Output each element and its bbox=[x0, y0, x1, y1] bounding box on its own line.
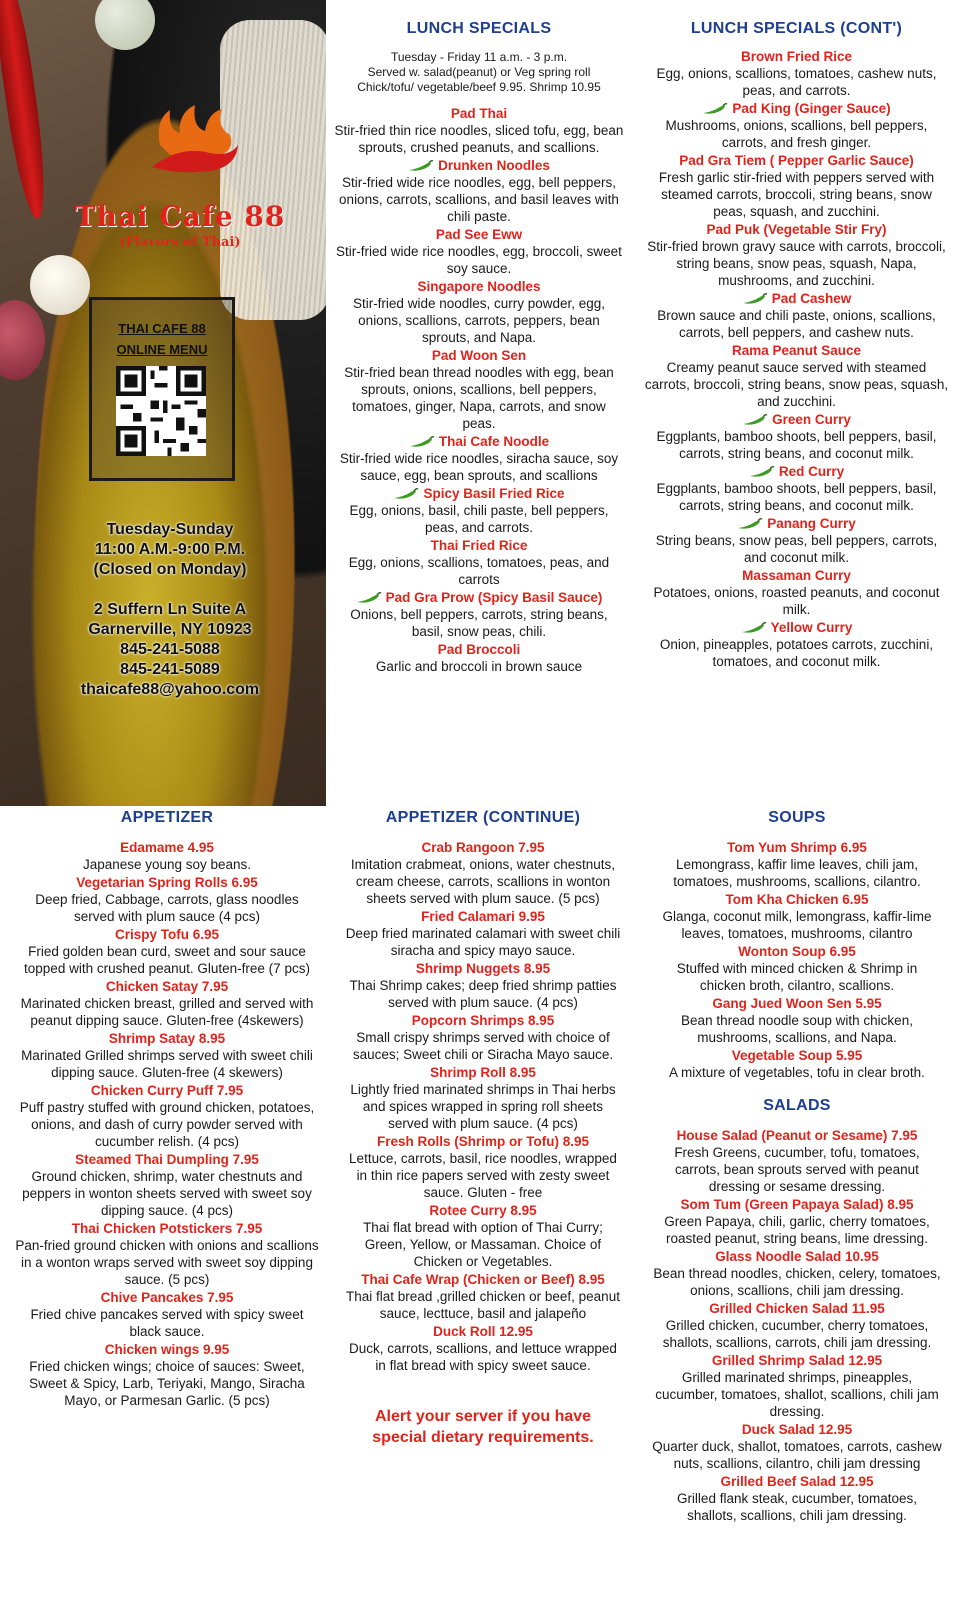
menu-item-title: Pad King (Ginger Sauce) bbox=[732, 101, 891, 116]
menu-item-title: Drunken Noodles bbox=[438, 158, 550, 173]
menu-item-title: Vegetarian Spring Rolls 6.95 bbox=[76, 875, 258, 890]
menu-item-description: Quarter duck, shallot, tomatoes, carrots, cashew nuts, scallions, cilantro, chili jam dressing bbox=[652, 1439, 942, 1471]
menu-item bbox=[652, 891, 942, 942]
menu-item-description: Deep fried marinated calamari with sweet chili siracha and spicy mayo sauce. bbox=[345, 926, 621, 958]
menu-item bbox=[14, 1341, 320, 1409]
menu-item-name bbox=[644, 567, 949, 584]
hours-and-contact bbox=[60, 520, 280, 700]
menu-item-description: Stir-fried bean thread noodles with egg, bean sprouts, onions, scallions, bell peppers, tomatoes, ginger, Napa, carrots, and snow peas. bbox=[344, 365, 614, 431]
menu-item-description: Stir-fried brown gravy sauce with carrots, broccoli, string beans, snow peas, squash, Napa, mushrooms, and zucchini. bbox=[647, 239, 946, 288]
menu-item-description: Grilled marinated shrimps, pineapples, cucumber, tomatoes, shallot, scallions, chili jam dressing. bbox=[655, 1370, 939, 1419]
hours-time: 11:00 A.M.-9:00 P.M. bbox=[94, 541, 246, 558]
menu-item bbox=[334, 433, 624, 484]
menu-item-name bbox=[334, 278, 624, 295]
appetizer-section bbox=[14, 809, 320, 1410]
menu-item-description: Eggplants, bamboo shoots, bell peppers, basil, carrots, string beans, and coconut milk. bbox=[656, 429, 937, 461]
section-title: SOUPS bbox=[768, 809, 826, 826]
menu-item bbox=[334, 226, 624, 277]
green-chili-spicy-icon bbox=[737, 518, 763, 530]
menu-item-name bbox=[14, 839, 320, 856]
menu-item-name bbox=[644, 290, 949, 307]
menu-item bbox=[644, 152, 949, 220]
menu-item-title: Pad Woon Sen bbox=[431, 348, 527, 363]
menu-item-title: Duck Roll 12.95 bbox=[433, 1324, 533, 1339]
menu-item-name bbox=[652, 1352, 942, 1369]
menu-item-title: Crispy Tofu 6.95 bbox=[114, 927, 220, 942]
menu-item-title: Grilled Shrimp Salad 12.95 bbox=[711, 1353, 883, 1368]
hours-closed: (Closed on Monday) bbox=[93, 561, 247, 578]
menu-item-description: Pan-fried ground chicken with onions and scallions in a wonton wraps served with sweet soy dipping sauce. (5 pcs) bbox=[15, 1238, 319, 1287]
email-address[interactable]: thaicafe88@yahoo.com bbox=[80, 681, 260, 698]
menu-cover-photo bbox=[0, 0, 326, 806]
menu-item-description: Fried chicken wings; choice of sauces: Sweet, Sweet & Spicy, Larb, Teriyaki, Mango, Siracha Mayo, or Parmesan Garlic. (5 pcs) bbox=[29, 1359, 305, 1408]
menu-item bbox=[334, 105, 624, 156]
menu-item-name bbox=[652, 1300, 942, 1317]
menu-item-name bbox=[14, 1151, 320, 1168]
menu-item-name bbox=[14, 978, 320, 995]
menu-item bbox=[644, 48, 949, 99]
menu-item-name bbox=[334, 589, 624, 606]
menu-item-description: Brown sauce and chili paste, onions, scallions, carrots, bell peppers, and cashew nuts. bbox=[657, 308, 936, 340]
thai-eggplant-image bbox=[95, 0, 155, 50]
green-chili-spicy-icon bbox=[409, 436, 435, 448]
qr-title bbox=[92, 318, 232, 360]
phone-number-2[interactable]: 845-241-5089 bbox=[120, 661, 220, 678]
menu-item-name bbox=[342, 1012, 624, 1029]
menu-item-title: Red Curry bbox=[778, 464, 845, 479]
menu-item bbox=[644, 515, 949, 566]
menu-item-title: Pad Puk (Vegetable Stir Fry) bbox=[706, 222, 887, 237]
menu-item-description: Thai flat bread with option of Thai Curry; Green, Yellow, or Massaman. Choice of Chicken or Vegetables. bbox=[363, 1220, 603, 1269]
menu-item bbox=[644, 463, 949, 514]
menu-item-name bbox=[644, 100, 949, 117]
soups-salads-section bbox=[652, 809, 942, 1525]
menu-item-name bbox=[652, 1248, 942, 1265]
menu-item bbox=[644, 567, 949, 618]
menu-item-title: Grilled Beef Salad 12.95 bbox=[720, 1474, 874, 1489]
menu-item-description: Marinated chicken breast, grilled and served with peanut dipping sauce. Gluten-free (4skewers) bbox=[20, 996, 314, 1028]
menu-item-description: Grilled chicken, cucumber, cherry tomatoes, shallots, scallions, carrots, chili jam dressing. bbox=[662, 1318, 932, 1350]
menu-item-title: Crab Rangoon 7.95 bbox=[421, 840, 545, 855]
menu-item-description: Stuffed with minced chicken & Shrimp in chicken broth, cilantro, scallions. bbox=[676, 961, 918, 993]
menu-item bbox=[14, 1151, 320, 1219]
menu-item bbox=[342, 839, 624, 907]
menu-item-description: Green Papaya, chili, garlic, cherry tomatoes, roasted peanut, string beans, lime dressing. bbox=[664, 1214, 930, 1246]
menu-item-description: Fresh Greens, cucumber, tofu, tomatoes, carrots, bean sprouts served with peanut dressing or sesame dressing. bbox=[674, 1145, 920, 1194]
menu-item-title: Thai Cafe Wrap (Chicken or Beef) 8.95 bbox=[361, 1272, 605, 1287]
menu-item-name bbox=[652, 1196, 942, 1213]
brand-block bbox=[60, 200, 300, 250]
menu-item-title: Glass Noodle Salad 10.95 bbox=[715, 1249, 879, 1264]
menu-item-description: Garlic and broccoli in brown sauce bbox=[375, 659, 583, 674]
menu-item-title: Yellow Curry bbox=[770, 620, 853, 635]
menu-item-name bbox=[652, 995, 942, 1012]
menu-item bbox=[652, 995, 942, 1046]
menu-item-title: Rama Peanut Sauce bbox=[731, 343, 862, 358]
menu-item-title: House Salad (Peanut or Sesame) 7.95 bbox=[676, 1128, 918, 1143]
menu-item-description: Marinated Grilled shrimps served with sweet chili dipping sauce. Gluten-free (4 skewers) bbox=[21, 1048, 313, 1080]
menu-item bbox=[342, 1202, 624, 1270]
menu-item-description: Lettuce, carrots, basil, rice noodles, wrapped in thin rice papers served with zesty sweet sauce. Gluten - free bbox=[349, 1151, 617, 1200]
menu-item-description: String beans, snow peas, bell peppers, carrots, and coconut milk. bbox=[655, 533, 938, 565]
menu-item-name bbox=[334, 347, 624, 364]
menu-item bbox=[14, 1289, 320, 1340]
soups-items-list bbox=[652, 839, 942, 1081]
menu-item-title: Thai Chicken Potstickers 7.95 bbox=[71, 1221, 263, 1236]
dietary-alert: Alert your server if you have special dietary requirements. bbox=[372, 1408, 594, 1446]
menu-item bbox=[342, 1064, 624, 1132]
appetizer-cont-items-list bbox=[342, 839, 624, 1374]
menu-item bbox=[14, 1220, 320, 1288]
menu-item-title: Shrimp Satay 8.95 bbox=[108, 1031, 226, 1046]
brand-name: Thai Cafe 88 bbox=[74, 200, 286, 233]
menu-item-title: Edamame 4.95 bbox=[120, 840, 214, 855]
menu-item-title: Fried Calamari 9.95 bbox=[421, 909, 545, 924]
menu-item bbox=[334, 157, 624, 225]
menu-item-name bbox=[644, 463, 949, 480]
menu-item-description: Bean thread noodles, chicken, celery, tomatoes, onions, scallions, chili jam dressing. bbox=[653, 1266, 941, 1298]
menu-item-name bbox=[644, 515, 949, 532]
menu-item-name bbox=[342, 1323, 624, 1340]
menu-item-title: Brown Fried Rice bbox=[740, 49, 853, 64]
menu-item bbox=[342, 1133, 624, 1201]
address-street: 2 Suffern Ln Suite A bbox=[93, 601, 247, 618]
menu-item-title: Green Curry bbox=[772, 412, 851, 427]
phone-number-1[interactable]: 845-241-5088 bbox=[120, 641, 220, 658]
address-city: Garnerville, NY 10923 bbox=[88, 621, 252, 638]
menu-item-title: Chicken Satay 7.95 bbox=[105, 979, 229, 994]
green-chili-spicy-icon bbox=[742, 293, 768, 305]
menu-item bbox=[334, 278, 624, 346]
menu-item-name bbox=[652, 839, 942, 856]
section-title: APPETIZER (CONTINUE) bbox=[385, 809, 581, 826]
menu-item bbox=[14, 926, 320, 977]
menu-item-description: Stir-fried wide rice noodles, siracha sauce, soy sauce, egg, bean sprouts, and scallions bbox=[339, 451, 619, 483]
menu-item bbox=[334, 641, 624, 675]
menu-item bbox=[342, 960, 624, 1011]
menu-item-title: Wonton Soup 6.95 bbox=[738, 944, 856, 959]
menu-item bbox=[644, 290, 949, 341]
menu-item bbox=[652, 1248, 942, 1299]
menu-item-title: Gang Jued Woon Sen 5.95 bbox=[712, 996, 882, 1011]
menu-item-title: Popcorn Shrimps 8.95 bbox=[411, 1013, 555, 1028]
green-chili-spicy-icon bbox=[741, 622, 767, 634]
menu-item-name bbox=[14, 874, 320, 891]
green-chili-spicy-icon bbox=[742, 414, 768, 426]
menu-item-name bbox=[652, 1473, 942, 1490]
menu-item-title: Chive Pancakes 7.95 bbox=[100, 1290, 234, 1305]
menu-item-description: Puff pastry stuffed with ground chicken, potatoes, onions, and dash of curry powder served with cucumber relish. (4 pcs) bbox=[19, 1100, 315, 1149]
menu-item bbox=[334, 537, 624, 588]
chili-flame-logo-icon bbox=[150, 105, 240, 185]
menu-item-description: Fresh garlic stir-fried with peppers served with steamed carrots, broccoli, string beans, snow peas, squash, and zucchini. bbox=[658, 170, 935, 219]
appetizer-cont-section bbox=[342, 809, 624, 1448]
menu-item bbox=[652, 1047, 942, 1081]
menu-item-description: Ground chicken, shrimp, water chestnuts and peppers in wonton sheets served with sweet soy dipping sauce. (4 pcs) bbox=[22, 1169, 312, 1218]
green-chili-spicy-icon bbox=[702, 103, 728, 115]
menu-item-name bbox=[14, 1030, 320, 1047]
hours-days: Tuesday-Sunday bbox=[106, 521, 234, 538]
brand-tagline: (Flavors of Thai) bbox=[119, 235, 241, 250]
menu-item-name bbox=[14, 1082, 320, 1099]
menu-item bbox=[644, 100, 949, 151]
section-title: LUNCH SPECIALS (CONT') bbox=[690, 20, 903, 37]
menu-item-name bbox=[342, 1271, 624, 1288]
garlic-image bbox=[30, 255, 90, 315]
menu-item bbox=[652, 839, 942, 890]
menu-item bbox=[644, 221, 949, 289]
salads-items-list bbox=[652, 1127, 942, 1524]
menu-item-name bbox=[644, 342, 949, 359]
menu-item-title: Spicy Basil Fried Rice bbox=[423, 486, 565, 501]
qr-code-icon[interactable] bbox=[116, 366, 206, 456]
menu-item-title: Pad Cashew bbox=[771, 291, 852, 306]
menu-item bbox=[652, 1421, 942, 1472]
menu-item-name bbox=[334, 105, 624, 122]
section-title: SALADS bbox=[763, 1097, 831, 1114]
menu-item-description: Stir-fried wide rice noodles, egg, bell peppers, onions, carrots, scallions, and basil leaves with chili paste. bbox=[339, 175, 619, 224]
section-title: APPETIZER bbox=[120, 809, 214, 826]
menu-item-description: Small crispy shrimps served with choice of sauces; Sweet chili or Siracha Mayo sauce. bbox=[352, 1030, 614, 1062]
menu-item-title: Thai Cafe Noodle bbox=[438, 434, 550, 449]
menu-item-name bbox=[342, 1064, 624, 1081]
menu-item-description: Stir-fried wide rice noodles, egg, broccoli, sweet soy sauce. bbox=[336, 244, 622, 276]
menu-item-description: Lightly fried marinated shrimps in Thai herbs and spices wrapped in spring roll sheets served with plum sauce. (4 pcs) bbox=[350, 1082, 616, 1131]
menu-item-title: Massaman Curry bbox=[742, 568, 851, 583]
menu-item bbox=[342, 1012, 624, 1063]
menu-item-title: Shrimp Roll 8.95 bbox=[430, 1065, 536, 1080]
menu-item-name bbox=[644, 411, 949, 428]
menu-item bbox=[342, 908, 624, 959]
menu-item-description: Stir-fried thin rice noodles, sliced tofu, egg, bean sprouts, crushed peanuts, and scallions. bbox=[334, 123, 624, 155]
green-chili-spicy-icon bbox=[408, 160, 434, 172]
menu-item-description: Bean thread noodle soup with chicken, mushrooms, scallions, and Napa. bbox=[681, 1013, 913, 1045]
menu-item-description: Thai flat bread ,grilled chicken or beef, peanut sauce, lecttuce, basil and jalapeño bbox=[346, 1289, 620, 1321]
menu-item bbox=[652, 943, 942, 994]
menu-item-title: Tom Yum Shrimp 6.95 bbox=[727, 840, 867, 855]
menu-item bbox=[14, 874, 320, 925]
menu-item bbox=[334, 347, 624, 432]
menu-item-description: Fried chive pancakes served with spicy sweet black sauce. bbox=[30, 1307, 304, 1339]
menu-item-name bbox=[644, 221, 949, 238]
green-chili-spicy-icon bbox=[393, 488, 419, 500]
menu-item bbox=[652, 1352, 942, 1420]
menu-item-title: Pad See Eww bbox=[435, 227, 523, 242]
menu-item-description: Duck, carrots, scallions, and lettuce wrapped in flat bread with spicy sweet sauce. bbox=[349, 1341, 617, 1373]
qr-title-line2: ONLINE MENU bbox=[116, 342, 208, 357]
menu-item-name bbox=[334, 641, 624, 658]
menu-item bbox=[342, 1323, 624, 1374]
menu-item-name bbox=[652, 943, 942, 960]
menu-item-name bbox=[14, 1341, 320, 1358]
menu-item-description: Japanese young soy beans. bbox=[82, 857, 252, 872]
appetizer-items-list bbox=[14, 839, 320, 1409]
menu-item-title: Panang Curry bbox=[767, 516, 856, 531]
menu-item-title: Chicken Curry Puff 7.95 bbox=[90, 1083, 244, 1098]
menu-item bbox=[652, 1473, 942, 1524]
menu-item bbox=[644, 619, 949, 670]
menu-item-title: Duck Salad 12.95 bbox=[741, 1422, 853, 1437]
menu-item bbox=[334, 589, 624, 640]
menu-item-description: Eggplants, bamboo shoots, bell peppers, basil, carrots, string beans, and coconut milk. bbox=[656, 481, 937, 513]
menu-item-title: Pad Broccoli bbox=[437, 642, 521, 657]
menu-item-title: Chicken wings 9.95 bbox=[104, 1342, 230, 1357]
menu-item-title: Fresh Rolls (Shrimp or Tofu) 8.95 bbox=[376, 1134, 590, 1149]
menu-item-description: Mushrooms, onions, scallions, bell peppers, carrots, and fresh ginger. bbox=[665, 118, 928, 150]
lunch-cont-items-list bbox=[644, 48, 949, 670]
menu-item-name bbox=[334, 226, 624, 243]
menu-item-title: Pad Thai bbox=[450, 106, 508, 121]
menu-item-name bbox=[644, 48, 949, 65]
menu-item-title: Thai Fried Rice bbox=[430, 538, 528, 553]
menu-item-name bbox=[652, 1421, 942, 1438]
menu-item-title: Tom Kha Chicken 6.95 bbox=[725, 892, 869, 907]
qr-title-line1: THAI CAFE 88 bbox=[118, 321, 206, 336]
menu-item-title: Grilled Chicken Salad 11.95 bbox=[709, 1301, 885, 1316]
lunch-specials-cont-section bbox=[644, 20, 949, 671]
menu-item bbox=[14, 978, 320, 1029]
menu-item bbox=[14, 1082, 320, 1150]
menu-item-title: Steamed Thai Dumpling 7.95 bbox=[75, 1152, 259, 1167]
menu-item-description: Creamy peanut sauce served with steamed carrots, broccoli, string beans, snow peas, squash, and zucchini. bbox=[644, 360, 949, 409]
menu-item-description: Glanga, coconut milk, lemongrass, kaffir-lime leaves, tomatoes, mushrooms, cilantro bbox=[662, 909, 932, 941]
menu-item-description: Grilled flank steak, cucumber, tomatoes, shallots, scallions, chili jam dressing. bbox=[676, 1491, 918, 1523]
menu-item-name bbox=[14, 1220, 320, 1237]
menu-item-name bbox=[652, 1127, 942, 1144]
lunch-items-list bbox=[334, 105, 624, 675]
red-chili-image bbox=[0, 0, 53, 221]
menu-item-name bbox=[334, 157, 624, 174]
green-chili-spicy-icon bbox=[356, 592, 382, 604]
lunch-specials-section bbox=[334, 20, 624, 676]
menu-item-name bbox=[644, 619, 949, 636]
menu-item bbox=[652, 1127, 942, 1195]
menu-item-name bbox=[342, 1202, 624, 1219]
menu-item-description: Onions, bell peppers, carrots, string beans, basil, snow peas, chili. bbox=[350, 607, 608, 639]
menu-item bbox=[14, 1030, 320, 1081]
menu-item bbox=[334, 485, 624, 536]
menu-item-name bbox=[644, 152, 949, 169]
menu-item-description: Egg, onions, scallions, tomatoes, peas, and carrots bbox=[348, 555, 610, 587]
menu-item-description: Stir-fried wide noodles, curry powder, egg, onions, scallions, carrots, peppers, bean sprouts, and Napa. bbox=[352, 296, 606, 345]
lunch-hours-note: Tuesday - Friday 11 a.m. - 3 p.m. Served w. salad(peanut) or Veg spring roll Chick/tofu/ vegetable/beef 9.95. Shrimp 10.95 bbox=[357, 50, 601, 94]
menu-item-name bbox=[652, 891, 942, 908]
menu-item-description: Imitation crabmeat, onions, water chestnuts, cream cheese, carrots, scallions in wonton sheets served with plum sauce. (5 pcs) bbox=[350, 857, 616, 906]
menu-item-description: Onion, pineapples, potatoes carrots, zucchini, tomatoes, and coconut milk. bbox=[659, 637, 934, 669]
menu-item-description: Egg, onions, scallions, tomatoes, cashew nuts, peas, and carrots. bbox=[656, 66, 937, 98]
section-title: LUNCH SPECIALS bbox=[406, 20, 552, 37]
qr-code-panel[interactable] bbox=[89, 297, 235, 481]
menu-item-name bbox=[342, 960, 624, 977]
menu-item-description: Fried golden bean curd, sweet and sour sauce topped with crushed peanut. Gluten-free (7 pcs) bbox=[24, 944, 310, 976]
menu-item-title: Singapore Noodles bbox=[417, 279, 541, 294]
menu-item-name bbox=[334, 537, 624, 554]
shallot-image bbox=[0, 300, 45, 380]
menu-item bbox=[644, 411, 949, 462]
menu-item bbox=[342, 1271, 624, 1322]
menu-item-title: Vegetable Soup 5.95 bbox=[731, 1048, 863, 1063]
menu-item-description: Egg, onions, basil, chili paste, bell peppers, peas, and carrots. bbox=[349, 503, 609, 535]
menu-item-name bbox=[334, 433, 624, 450]
menu-item-description: A mixture of vegetables, tofu in clear broth. bbox=[669, 1065, 925, 1080]
menu-item bbox=[652, 1196, 942, 1247]
menu-item-title: Shrimp Nuggets 8.95 bbox=[415, 961, 551, 976]
menu-item-name bbox=[342, 839, 624, 856]
menu-item-name bbox=[342, 908, 624, 925]
menu-item-name bbox=[334, 485, 624, 502]
menu-item bbox=[644, 342, 949, 410]
menu-item-description: Thai Shrimp cakes; deep fried shrimp patties served with plum sauce. (4 pcs) bbox=[349, 978, 617, 1010]
menu-item-title: Som Tum (Green Papaya Salad) 8.95 bbox=[680, 1197, 914, 1212]
menu-item-description: Lemongrass, kaffir lime leaves, chili jam, tomatoes, mushrooms, scallions, cilantro. bbox=[673, 857, 921, 889]
menu-item-description: Deep fried, Cabbage, carrots, glass noodles served with plum sauce (4 pcs) bbox=[35, 892, 299, 924]
menu-item bbox=[652, 1300, 942, 1351]
menu-item-name bbox=[14, 1289, 320, 1306]
menu-item-title: Rotee Curry 8.95 bbox=[429, 1203, 537, 1218]
green-chili-spicy-icon bbox=[749, 466, 775, 478]
menu-item-title: Pad Gra Tiem ( Pepper Garlic Sauce) bbox=[679, 153, 914, 168]
menu-item-title: Pad Gra Prow (Spicy Basil Sauce) bbox=[385, 590, 603, 605]
menu-item-name bbox=[14, 926, 320, 943]
menu-item bbox=[14, 839, 320, 873]
menu-item-name bbox=[342, 1133, 624, 1150]
menu-item-description: Potatoes, onions, roasted peanuts, and coconut milk. bbox=[653, 585, 940, 617]
menu-item-name bbox=[652, 1047, 942, 1064]
